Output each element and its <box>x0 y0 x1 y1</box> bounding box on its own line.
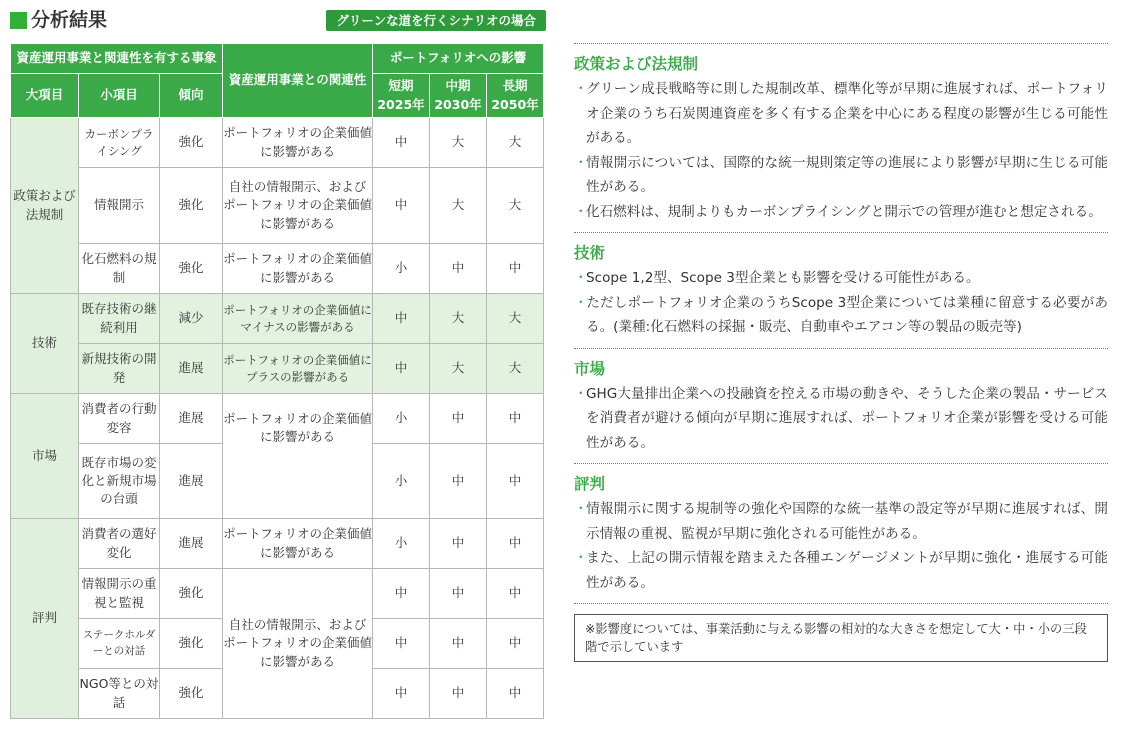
cell-trend: 進展 <box>160 519 223 569</box>
bullet-item: ・GHG大量排出企業への投融資を控える市場の動きや、そうした企業の製品・サービスを消費者が避ける傾向が早期に進展すれば、ポートフォリオ企業が影響を受ける可能性がある。 <box>574 385 1108 451</box>
analysis-panel <box>574 43 1108 662</box>
cell-relevance: ポートフォリオの企業価値にマイナスの影響がある <box>223 294 373 344</box>
cell-minor: 消費者の行動変容 <box>79 394 160 444</box>
cell-minor: 化石燃料の規制 <box>79 244 160 294</box>
cell-relevance: 自社の情報開示、およびポートフォリオの企業価値に影響がある <box>223 569 373 719</box>
section-reputation <box>574 464 1108 595</box>
header-relevance: 資産運用事業との関連性 <box>223 44 373 118</box>
cell-short: 中 <box>373 669 430 719</box>
cell-minor: カーボンプライシング <box>79 118 160 168</box>
cell-relevance: ポートフォリオの企業価値に影響がある <box>223 519 373 569</box>
cell-mid: 中 <box>430 244 487 294</box>
section-policy <box>574 44 1108 224</box>
footnote: ※影響度については、事業活動に与える影響の相対的な大きさを想定して大・中・小の三段階で示しています <box>574 614 1108 662</box>
table-row <box>11 168 544 244</box>
cell-minor: 既存技術の継続利用 <box>79 294 160 344</box>
table-row <box>11 394 544 444</box>
page-title <box>10 6 107 34</box>
cell-long: 中 <box>487 669 544 719</box>
cell-mid: 中 <box>430 519 487 569</box>
cell-minor: NGO等との対話 <box>79 669 160 719</box>
section-heading: 技術 <box>574 244 606 262</box>
cell-long: 中 <box>487 519 544 569</box>
cell-relevance: 自社の情報開示、およびポートフォリオの企業価値に影響がある <box>223 168 373 244</box>
impact-table <box>10 43 544 719</box>
scenario-badge: グリーンな道を行くシナリオの場合 <box>326 10 546 31</box>
cell-short: 中 <box>373 168 430 244</box>
cell-long: 大 <box>487 118 544 168</box>
cell-long: 大 <box>487 168 544 244</box>
cell-mid: 中 <box>430 444 487 519</box>
bullet-item: ・Scope 1,2型、Scope 3型企業とも影響を受ける可能性がある。 <box>574 270 980 286</box>
cell-trend: 強化 <box>160 118 223 168</box>
title-square-icon <box>10 12 27 29</box>
cell-short: 小 <box>373 519 430 569</box>
table-row <box>11 569 544 619</box>
cell-mid: 中 <box>430 569 487 619</box>
section-heading: 市場 <box>574 359 606 378</box>
cell-relevance: ポートフォリオの企業価値にプラスの影響がある <box>223 344 373 394</box>
bullet-item: ・また、上記の開示情報を踏まえた各種エンゲージメントが早期に強化・進展する可能性がある。 <box>574 550 1108 591</box>
cell-mid: 大 <box>430 294 487 344</box>
table-row <box>11 294 544 344</box>
cell-long: 中 <box>487 619 544 669</box>
cell-long: 大 <box>487 294 544 344</box>
section-heading: 評判 <box>574 475 606 493</box>
page-title-text: 分析結果 <box>31 9 108 31</box>
cell-minor: ステークホルダーとの対話 <box>79 619 160 669</box>
header-long: 長期 2050年 <box>487 74 544 118</box>
cell-long: 中 <box>487 569 544 619</box>
cell-trend: 進展 <box>160 394 223 444</box>
cell-short: 小 <box>373 394 430 444</box>
cell-minor: 新規技術の開発 <box>79 344 160 394</box>
bullet-item: ・グリーン成長戦略等に則した規制改革、標準化等が早期に進展すれば、ポートフォリオ企業のうち石炭関連資産を多く有する企業を中心にある程度の影響が生じる可能性がある。 <box>574 81 1108 146</box>
cell-mid: 大 <box>430 118 487 168</box>
header-short: 短期 2025年 <box>373 74 430 118</box>
cell-minor: 消費者の選好変化 <box>79 519 160 569</box>
cell-trend: 強化 <box>160 569 223 619</box>
group-market: 市場 <box>11 394 79 519</box>
bullet-item: ・情報開示については、国際的な統一規則策定等の進展により影響が早期に生じる可能性がある。 <box>574 154 1108 195</box>
cell-trend: 進展 <box>160 444 223 519</box>
cell-short: 小 <box>373 444 430 519</box>
cell-long: 中 <box>487 444 544 519</box>
header-major: 大項目 <box>11 74 79 118</box>
cell-trend: 減少 <box>160 294 223 344</box>
cell-mid: 大 <box>430 168 487 244</box>
table-row <box>11 118 544 168</box>
table-row <box>11 344 544 394</box>
section-heading: 政策および法規制 <box>574 55 699 73</box>
cell-mid: 大 <box>430 344 487 394</box>
title-row <box>10 6 546 34</box>
cell-minor: 情報開示 <box>79 168 160 244</box>
cell-minor: 情報開示の重視と監視 <box>79 569 160 619</box>
cell-short: 中 <box>373 569 430 619</box>
header-trend: 傾向 <box>160 74 223 118</box>
bullet-item: ・情報開示に関する規制等の強化や国際的な統一基準の設定等が早期に進展すれば、開示情報の重視、監視が早期に強化される可能性がある。 <box>574 501 1108 542</box>
divider <box>574 603 1108 604</box>
cell-short: 中 <box>373 118 430 168</box>
group-policy: 政策および法規制 <box>11 118 79 294</box>
cell-mid: 中 <box>430 669 487 719</box>
cell-long: 大 <box>487 344 544 394</box>
header-portfolio-impact: ポートフォリオへの影響 <box>373 44 544 74</box>
bullet-item: ・ただしポートフォリオ企業のうちScope 3型企業については業種に留意する必要がある。(業種:化石燃料の採掘・販売、自動車やエアコン等の製品の販売等) <box>574 294 1108 335</box>
cell-minor: 既存市場の変化と新規市場の台頭 <box>79 444 160 519</box>
cell-short: 小 <box>373 244 430 294</box>
bullet-item: ・化石燃料は、規制よりもカーボンプライシングと開示での管理が進むと想定される。 <box>574 203 1102 220</box>
cell-short: 中 <box>373 294 430 344</box>
cell-short: 中 <box>373 344 430 394</box>
cell-relevance: ポートフォリオの企業価値に影響がある <box>223 244 373 294</box>
section-market <box>574 349 1108 456</box>
table-row <box>11 519 544 569</box>
header-minor: 小項目 <box>79 74 160 118</box>
header-business-events: 資産運用事業と関連性を有する事象 <box>11 44 223 74</box>
cell-long: 中 <box>487 394 544 444</box>
cell-trend: 強化 <box>160 669 223 719</box>
cell-short: 中 <box>373 619 430 669</box>
cell-trend: 強化 <box>160 168 223 244</box>
cell-mid: 中 <box>430 394 487 444</box>
group-tech: 技術 <box>11 294 79 394</box>
cell-trend: 強化 <box>160 619 223 669</box>
cell-mid: 中 <box>430 619 487 669</box>
header-mid: 中期 2030年 <box>430 74 487 118</box>
table-row <box>11 244 544 294</box>
cell-relevance: ポートフォリオの企業価値に影響がある <box>223 118 373 168</box>
section-tech <box>574 233 1108 340</box>
cell-relevance: ポートフォリオの企業価値に影響がある <box>223 394 373 519</box>
group-reputation: 評判 <box>11 519 79 719</box>
cell-trend: 進展 <box>160 344 223 394</box>
cell-long: 中 <box>487 244 544 294</box>
cell-trend: 強化 <box>160 244 223 294</box>
